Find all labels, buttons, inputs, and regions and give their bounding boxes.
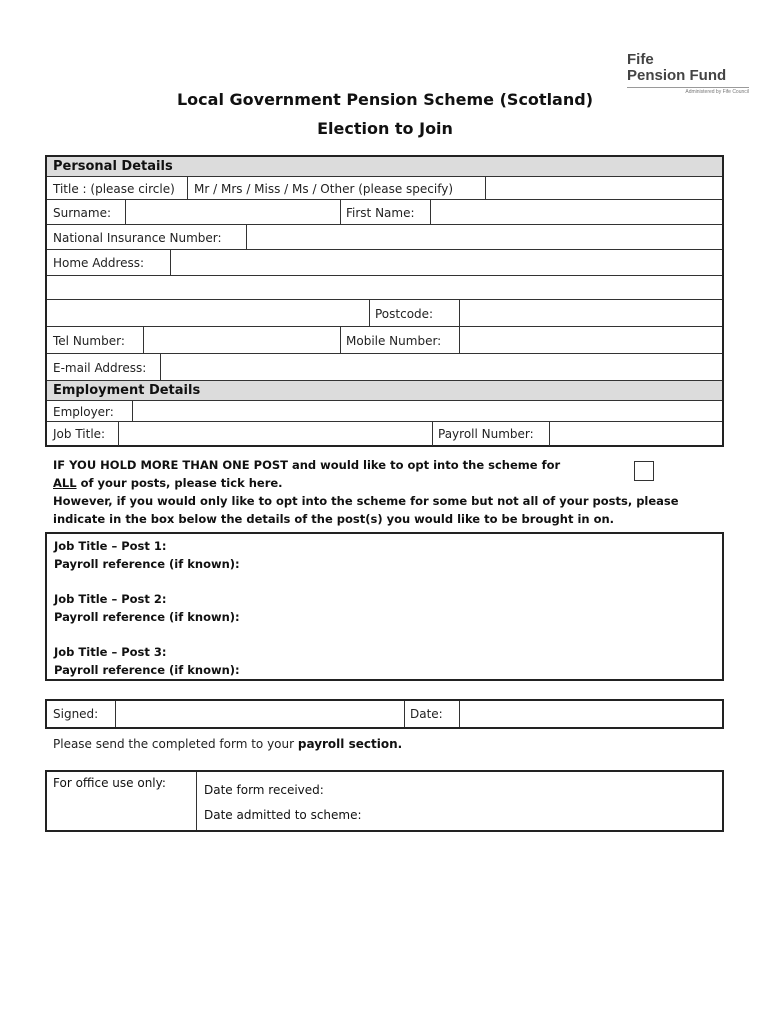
notice-line-1: IF YOU HOLD MORE THAN ONE POST and would like to opt into the scheme for [53,458,561,472]
title-other-input[interactable] [486,177,722,200]
title-label: Title : (please circle) [47,177,188,200]
signature-table [45,699,724,729]
post-3-job-title: Job Title – Post 3: [54,645,167,659]
ni-row [47,224,722,250]
logo-line-2: Pension Fund [627,67,727,84]
notice-line-2-rest: of your posts, please tick here. [76,476,283,490]
fife-pension-fund-logo [627,52,749,95]
address-input-3[interactable] [47,300,370,327]
form-subtitle: Election to Join [317,119,453,138]
office-use-box [45,770,724,832]
post-2-payroll-ref: Payroll reference (if known): [54,610,240,624]
job-title-input[interactable] [119,422,433,446]
notice-line-2 [53,474,693,492]
email-label: E-mail Address: [47,354,161,381]
address-label: Home Address: [47,250,171,276]
email-row [47,353,722,381]
employer-input[interactable] [133,401,722,422]
logo-line-1: Fife [627,51,654,68]
multiple-posts-notice [53,456,693,528]
date-label: Date: [404,701,460,727]
notice-line-3: However, if you would only like to opt into the scheme for some but not all of your posts, please [53,494,679,508]
notice-all-underlined: ALL [53,476,77,490]
personal-details-header: Personal Details [47,157,722,176]
post-1-payroll-ref: Payroll reference (if known): [54,557,240,571]
details-table [45,155,724,447]
payroll-number-label: Payroll Number: [432,422,550,446]
logo-rule [627,87,749,88]
address-input-1[interactable] [171,250,722,276]
posts-box[interactable] [45,532,724,681]
surname-label: Surname: [47,200,126,225]
post-3-payroll-ref: Payroll reference (if known): [54,663,240,677]
ni-label: National Insurance Number: [47,225,247,250]
job-row [47,421,722,446]
form-title: Local Government Pension Scheme (Scotland) [176,90,593,109]
name-row [47,199,722,225]
job-title-label: Job Title: [47,422,119,446]
signature-row [47,701,722,727]
signed-input[interactable] [116,701,405,727]
send-instructions [53,737,402,751]
office-use-label: For office use only: [47,772,197,830]
date-admitted-label: Date admitted to scheme: [204,808,362,822]
employment-details-header: Employment Details [47,380,722,400]
send-text: Please send the completed form to your [53,737,298,751]
post-1-job-title: Job Title – Post 1: [54,539,167,553]
employer-row [47,400,722,422]
date-form-received-label: Date form received: [204,783,324,797]
date-input[interactable] [460,701,722,727]
mobile-input[interactable] [460,327,722,354]
address-row-1 [47,249,722,276]
tel-label: Tel Number: [47,327,144,354]
postcode-input[interactable] [460,300,722,327]
address-input-2[interactable] [47,276,722,300]
title-row [47,176,722,200]
signed-label: Signed: [47,701,116,727]
address-row-2 [47,275,722,300]
email-input[interactable] [161,354,722,381]
address-row-3 [47,299,722,327]
payroll-number-input[interactable] [550,422,722,446]
first-name-input[interactable] [431,200,722,225]
phone-row [47,326,722,354]
post-2-job-title: Job Title – Post 2: [54,592,167,606]
notice-line-4: indicate in the box below the details of the post(s) you would like to be brought in on. [53,512,615,526]
logo-subline: Administered by Fife Council [685,89,749,95]
postcode-label: Postcode: [369,300,460,327]
mobile-label: Mobile Number: [340,327,460,354]
tel-input[interactable] [144,327,341,354]
surname-input[interactable] [126,200,341,225]
first-name-label: First Name: [340,200,431,225]
title-options[interactable]: Mr / Mrs / Miss / Ms / Other (please specify) [188,177,486,200]
employer-label: Employer: [47,401,133,422]
send-bold: payroll section. [297,737,403,751]
all-posts-checkbox[interactable] [634,461,654,481]
ni-input[interactable] [247,225,722,250]
